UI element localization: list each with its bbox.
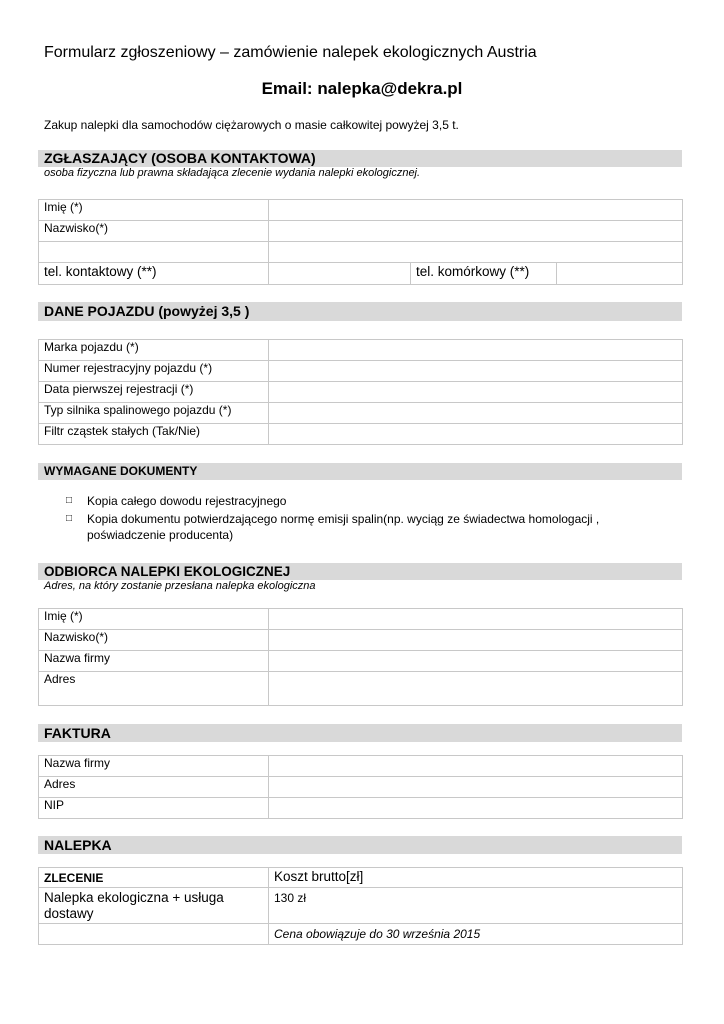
input-particle-filter[interactable] (269, 424, 683, 445)
sticker-item: Nalepka ekologiczna + usługa dostawy (39, 888, 269, 924)
label-invoice-company: Nazwa firmy (39, 756, 269, 777)
input-vehicle-make[interactable] (269, 340, 683, 361)
input-invoice-nip[interactable] (269, 798, 683, 819)
label-recipient-last-name: Nazwisko(*) (39, 630, 269, 651)
sticker-price: 130 zł (269, 888, 683, 924)
checkbox-icon[interactable]: □ (66, 495, 73, 506)
input-recipient-address[interactable] (269, 672, 683, 706)
vehicle-table (38, 339, 683, 445)
label-recipient-address: Adres (39, 672, 269, 706)
label-mobile: tel. komórkowy (**) (411, 263, 557, 285)
label-recipient-first-name: Imię (*) (39, 609, 269, 630)
section-heading-vehicle: DANE POJAZDU (powyżej 3,5 ) (44, 303, 250, 319)
list-item (66, 511, 686, 543)
input-invoice-address[interactable] (269, 777, 683, 798)
blank-input[interactable] (269, 242, 683, 263)
label-last-name: Nazwisko(*) (39, 221, 269, 242)
section-bar-invoice (38, 724, 682, 742)
column-header-cost: Koszt brutto[zł] (269, 868, 683, 888)
list-item (66, 493, 686, 509)
input-first-registration[interactable] (269, 382, 683, 403)
applicant-table (38, 199, 683, 285)
input-first-name[interactable] (269, 200, 683, 221)
label-registration-number: Numer rejestracyjny pojazdu (*) (39, 361, 269, 382)
label-invoice-nip: NIP (39, 798, 269, 819)
label-recipient-company: Nazwa firmy (39, 651, 269, 672)
input-recipient-last-name[interactable] (269, 630, 683, 651)
input-invoice-company[interactable] (269, 756, 683, 777)
section-heading-invoice: FAKTURA (44, 725, 111, 741)
documents-list (66, 493, 686, 543)
label-first-registration: Data pierwszej rejestracji (*) (39, 382, 269, 403)
label-invoice-address: Adres (39, 777, 269, 798)
label-first-name: Imię (*) (39, 200, 269, 221)
input-recipient-company[interactable] (269, 651, 683, 672)
sticker-table (38, 867, 683, 945)
blank-cell (39, 924, 269, 945)
document-item-text: Kopia całego dowodu rejestracyjnego (87, 494, 287, 508)
blank-cell (39, 242, 269, 263)
label-phone: tel. kontaktowy (**) (39, 263, 269, 285)
section-heading-sticker: NALEPKA (44, 837, 112, 853)
section-heading-documents: WYMAGANE DOKUMENTY (44, 464, 198, 478)
column-header-order: ZLECENIE (39, 868, 269, 888)
input-phone[interactable] (269, 263, 411, 285)
price-validity-note: Cena obowiązuje do 30 września 2015 (269, 924, 683, 945)
section-subtitle-applicant: osoba fizyczna lub prawna składająca zlecenie wydania nalepki ekologicznej. (44, 167, 421, 179)
label-vehicle-make: Marka pojazdu (*) (39, 340, 269, 361)
label-engine-type: Typ silnika spalinowego pojazdu (*) (39, 403, 269, 424)
section-heading-recipient: ODBIORCA NALEPKI EKOLOGICZNEJ (44, 564, 291, 579)
recipient-table (38, 608, 683, 706)
section-heading-applicant: ZGŁASZAJĄCY (OSOBA KONTAKTOWA) (44, 150, 316, 166)
contact-email: Email: nalepka@dekra.pl (261, 79, 463, 98)
form-title: Formularz zgłoszeniowy – zamówienie nalepek ekologicznych Austria (44, 44, 537, 61)
invoice-table (38, 755, 683, 819)
input-mobile[interactable] (557, 263, 683, 285)
input-registration-number[interactable] (269, 361, 683, 382)
input-last-name[interactable] (269, 221, 683, 242)
section-bar-sticker (38, 836, 682, 854)
intro-text: Zakup nalepki dla samochodów ciężarowych o masie całkowitej powyżej 3,5 t. (44, 118, 459, 132)
checkbox-icon[interactable]: □ (66, 513, 73, 524)
section-subtitle-recipient: Adres, na który zostanie przesłana nalepka ekologiczna (44, 580, 316, 592)
document-item-text: Kopia dokumentu potwierdzającego normę emisji spalin(np. wyciąg ze świadectwa homologacji , poświadczenie producenta) (87, 512, 600, 542)
label-particle-filter: Filtr cząstek stałych (Tak/Nie) (39, 424, 269, 445)
input-recipient-first-name[interactable] (269, 609, 683, 630)
input-engine-type[interactable] (269, 403, 683, 424)
